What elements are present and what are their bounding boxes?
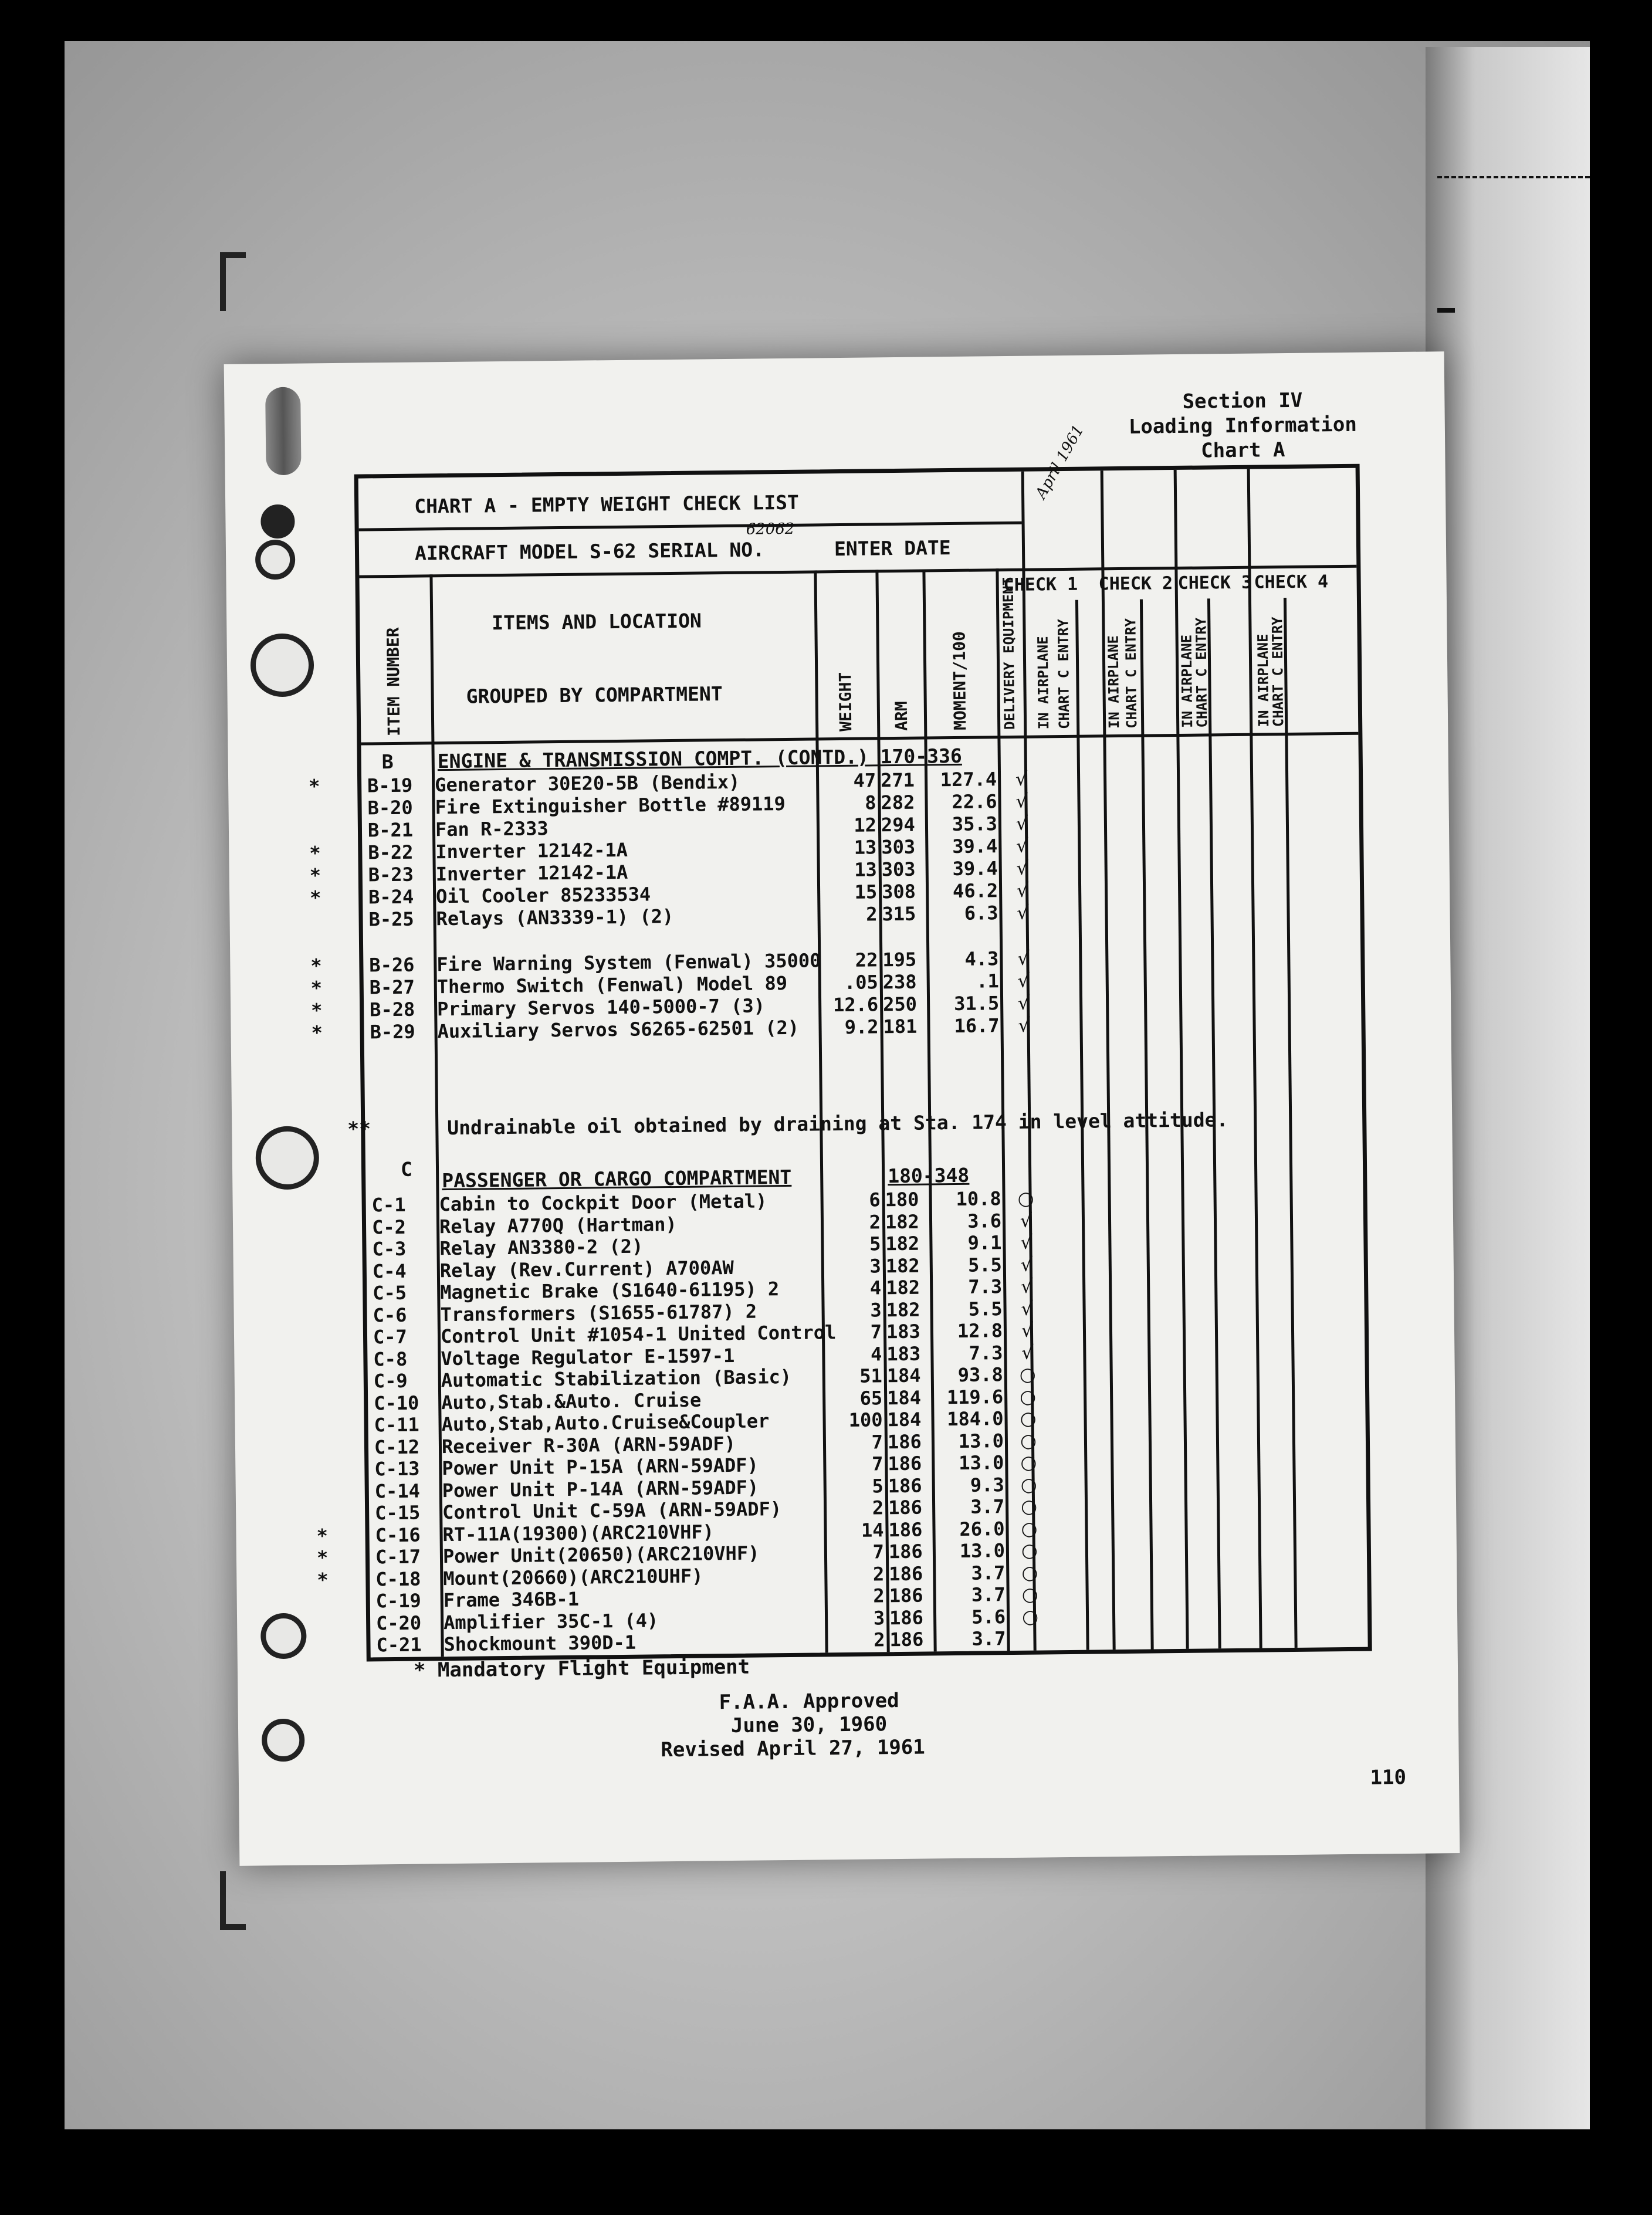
item-weight: 2 [872,1496,884,1519]
section-b-heading: ENGINE & TRANSMISSION COMPT. (CONTD.) 170-336 [437,744,962,773]
item-moment: 127.4 [940,768,997,791]
item-arm: 180 [885,1188,919,1211]
item-weight: 6 [869,1188,881,1211]
item-weight: 7 [871,1452,883,1475]
punch-hole [260,1613,307,1659]
mandatory-note: * Mandatory Flight Equipment [413,1655,750,1682]
section-chart-label: Chart A [1200,438,1285,463]
aircraft-model-label: AIRCRAFT MODEL S-62 SERIAL NO. [414,538,765,565]
check-mark: ○ [1020,1407,1037,1430]
check-mark: ○ [1019,1385,1037,1408]
item-arm: 184 [887,1408,922,1431]
dashed-mark [1437,176,1590,178]
item-moment: 119.6 [946,1385,1004,1408]
chart-c-heading: CHART C ENTRY [1122,618,1140,729]
item-arm: 182 [886,1298,920,1321]
item-number: C-13 [374,1457,420,1481]
item-weight: 12.6 [832,993,879,1017]
item-number: C-9 [373,1369,408,1393]
item-moment: 7.3 [969,1341,1003,1364]
check-mark: ○ [1021,1605,1039,1628]
item-description: Generator 30E20-5B (Bendix) [434,770,740,797]
check-3-header: CHECK 3 [1177,572,1252,594]
item-weight: 7 [871,1430,883,1453]
undrainable-mark: ** [347,1117,371,1140]
item-arm: 186 [889,1584,923,1607]
item-arm: 186 [888,1518,923,1541]
check-mark: √ [1021,1341,1034,1364]
item-arm: 308 [881,880,916,903]
check-mark: √ [1021,1319,1034,1342]
item-arm: 186 [889,1562,923,1585]
item-arm: 186 [889,1628,924,1651]
item-number: C-16 [375,1523,421,1546]
mandatory-star: * [309,886,321,909]
chart-c-heading: CHART C ENTRY [1193,617,1211,728]
check-4-header: CHECK 4 [1254,571,1329,593]
item-arm: 186 [888,1540,923,1563]
moment-heading: MOMENT/100 [949,631,970,731]
item-number: B-23 [368,863,414,886]
item-moment: 3.7 [971,1561,1006,1584]
check-mark: √ [1015,812,1028,835]
item-moment: 6.3 [964,902,998,924]
item-moment: 10.8 [956,1187,1001,1210]
item-weight: .05 [844,971,878,994]
item-description: Frame 346B-1 [443,1587,580,1612]
check-mark: √ [1020,1231,1032,1254]
binder-clip [265,387,302,476]
mandatory-star: * [316,1546,329,1569]
item-moment: 35.3 [952,812,998,836]
item-description: Oil Cooler 85233534 [435,883,651,908]
item-moment: 16.7 [954,1014,1000,1037]
item-arm: 271 [880,768,915,792]
item-moment: 7.3 [968,1275,1003,1298]
item-moment: 39.4 [952,835,998,858]
item-description: Mount(20660)(ARC210UHF) [443,1564,703,1590]
item-number: B-26 [369,953,415,977]
item-weight: 14 [861,1518,884,1542]
item-description: Power Unit(20650)(ARC210VHF) [442,1542,760,1568]
arm-heading: ARM [891,701,912,731]
delivery-heading: DELIVERY EQUIPMENT [1000,577,1018,730]
punch-hole [255,1126,319,1190]
item-weight: 13 [854,858,877,881]
item-arm: 282 [881,791,915,814]
item-description: Automatic Stabilization (Basic) [441,1365,792,1392]
mandatory-star: * [310,977,323,1000]
item-number: B-24 [368,885,414,909]
chart-c-heading: CHART C ENTRY [1269,617,1287,727]
check-mark: ○ [1021,1539,1038,1562]
item-description: Power Unit P-15A (ARN-59ADF) [442,1454,759,1480]
check-mark: ○ [1020,1429,1037,1452]
check-mark: √ [1017,947,1030,970]
item-arm: 184 [886,1386,922,1409]
item-moment: 93.8 [957,1363,1003,1386]
in-airplane-heading: IN AIRPLANE [1105,635,1123,729]
revised-date: Revised April 27, 1961 [661,1735,925,1762]
item-description: Inverter 12142-1A [435,861,628,886]
item-description: Relay AN3380-2 (2) [439,1235,644,1260]
item-weight: 3 [869,1254,882,1278]
item-description: Relays (AN3339-1) (2) [436,905,674,930]
item-description: Voltage Regulator E-1597-1 [441,1344,735,1370]
item-number: C-19 [375,1589,422,1613]
item-moment: 3.6 [967,1209,1002,1232]
item-moment: 3.7 [971,1627,1006,1650]
item-number: C-15 [374,1501,421,1525]
punch-hole [260,504,295,539]
item-description: Fire Extinguisher Bottle #89119 [435,792,786,819]
check-mark: ○ [1017,1187,1034,1210]
item-moment: 5.5 [968,1297,1003,1320]
item-moment: .1 [976,970,999,993]
item-moment: 13.0 [958,1429,1004,1452]
item-number: B-20 [367,796,413,819]
item-number: C-20 [375,1611,422,1634]
item-number: C-18 [375,1567,421,1590]
mandatory-star: * [311,1021,323,1044]
item-weight: 51 [859,1364,882,1387]
item-arm: 184 [886,1364,921,1387]
item-weight: 65 [859,1386,883,1410]
item-weight: 8 [865,791,876,814]
item-number: C-8 [373,1347,408,1370]
item-weight: 2 [873,1584,885,1607]
check-mark: √ [1016,856,1029,879]
item-moment: 9.1 [967,1231,1002,1254]
crop-bracket-bottom [220,1871,246,1930]
item-weight: 12 [854,814,877,836]
item-arm: 238 [882,970,917,994]
item-weight: 15 [854,880,878,903]
item-arm: 186 [888,1452,922,1475]
check-mark: ○ [1020,1495,1038,1518]
item-weight: 100 [848,1408,883,1431]
item-arm: 183 [886,1320,920,1343]
section-c-code: C [400,1157,413,1181]
item-arm: 181 [883,1015,918,1038]
item-arm: 182 [886,1276,920,1299]
item-description: Shockmount 390D-1 [444,1631,637,1656]
check-mark: ○ [1021,1583,1038,1606]
check-mark: √ [1021,1297,1033,1320]
item-number: B-28 [369,998,415,1021]
item-number: C-12 [374,1435,420,1458]
item-weight: 5 [869,1232,881,1255]
check-mark: ○ [1021,1561,1038,1584]
item-number: C-17 [375,1545,421,1569]
section-b-code: B [381,750,394,774]
check-mark: √ [1015,834,1028,857]
mandatory-star: * [317,1568,329,1591]
chart-title: CHART A - EMPTY WEIGHT CHECK LIST [414,490,800,518]
page-number: 110 [1370,1765,1407,1790]
item-number: C-5 [373,1281,407,1305]
item-number: B-21 [367,818,414,842]
in-airplane-heading: IN AIRPLANE [1178,634,1196,728]
item-arm: 182 [885,1210,920,1233]
check-mark: √ [1016,879,1029,902]
item-moment: 12.8 [957,1319,1003,1342]
item-moment: 22.6 [952,790,997,814]
item-weight: 4 [870,1342,882,1366]
item-arm: 294 [881,813,915,836]
undrainable-note: Undrainable oil obtained by draining at Sta. 174 in level attitude. [447,1108,1228,1140]
item-weight: 2 [872,1562,885,1585]
item-description: Magnetic Brake (S1640-61195) 2 [440,1278,780,1304]
item-description: Relay (Rev.Current) A700AW [439,1256,734,1282]
rule [359,521,1022,531]
faa-approved: F.A.A. Approved [719,1689,899,1715]
item-weight: 22 [855,949,878,971]
item-number: B-27 [369,976,415,999]
item-weight: 5 [872,1474,883,1497]
item-moment: 3.7 [970,1495,1005,1518]
mandatory-star: * [316,1524,329,1547]
item-arm: 315 [882,902,916,926]
check-mark: √ [1020,1253,1033,1276]
section-c-range: 180-348 [888,1163,970,1188]
item-number: B-22 [368,841,414,864]
item-arm: 303 [881,835,916,859]
item-moment: 13.0 [959,1451,1004,1474]
item-description: Control Unit #1054-1 United Control [440,1321,837,1348]
check-mark: ○ [1020,1473,1037,1496]
chart-c-heading: CHART C ENTRY [1055,619,1073,730]
item-description: Power Unit P-14A (ARN-59ADF) [442,1476,759,1502]
item-number: B-29 [370,1020,415,1044]
item-number: C-10 [374,1391,419,1414]
item-arm: 250 [882,993,918,1016]
item-moment: 184.0 [947,1407,1004,1431]
handwritten-date: April 1961 [1032,422,1088,502]
item-description: Receiver R-30A (ARN-59ADF) [441,1432,736,1458]
item-number-heading: ITEM NUMBER [383,627,404,737]
item-number: C-3 [372,1237,407,1261]
check-mark: √ [1017,991,1030,1014]
item-description: Amplifier 35C-1 (4) [443,1608,659,1634]
item-description: Primary Servos 140-5000-7 (3) [436,994,766,1021]
item-description: Auto,Stab,Auto.Cruise&Coupler [441,1410,770,1436]
item-description: RT-11A(19300)(ARC210VHF) [442,1520,715,1546]
item-moment: 9.3 [970,1473,1004,1496]
approval-date: June 30, 1960 [730,1712,888,1738]
item-description: Thermo Switch (Fenwal) Model 89 [436,971,788,998]
item-moment: 3.7 [971,1583,1006,1606]
check-2-header: CHECK 2 [1098,573,1173,595]
mandatory-star: * [308,775,320,798]
item-moment: 31.5 [953,992,1000,1015]
handwritten-serial: 62062 [746,520,795,538]
mandatory-star: * [310,954,322,977]
item-number: C-2 [371,1215,407,1238]
check-mark: √ [1018,1014,1030,1037]
punch-hole [250,633,314,697]
item-description: Inverter 12142-1A [435,838,628,863]
document-page [224,351,1460,1866]
items-location-heading: ITEMS AND LOCATION [492,609,702,635]
mandatory-star: * [309,842,321,865]
item-moment: 39.4 [952,857,998,880]
item-moment: 4.3 [964,947,999,970]
item-weight: 2 [866,903,878,926]
check-mark: ○ [1020,1451,1037,1474]
item-number: C-21 [376,1633,422,1657]
item-description: Auto,Stab.&Auto. Cruise [441,1388,702,1414]
mandatory-star: * [309,864,321,887]
check-mark: √ [1020,1209,1032,1232]
item-number: C-4 [372,1259,407,1282]
check-mark: √ [1017,969,1030,992]
item-weight: 2 [874,1628,885,1651]
item-description: Control Unit C-59A (ARN-59ADF) [442,1498,782,1524]
item-number: C-6 [373,1303,407,1326]
item-description: Fan R-2333 [435,817,549,841]
in-airplane-heading: IN AIRPLANE [1034,636,1052,730]
item-weight: 3 [870,1298,882,1322]
item-moment: 5.5 [967,1253,1002,1276]
item-weight: 9.2 [844,1015,879,1038]
item-arm: 182 [885,1254,920,1277]
grouped-heading: GROUPED BY COMPARTMENT [466,682,723,708]
in-airplane-heading: IN AIRPLANE [1254,634,1272,727]
section-c-heading: PASSENGER OR CARGO COMPARTMENT [442,1165,792,1193]
item-moment: 26.0 [959,1517,1005,1540]
punch-hole [262,1719,305,1762]
item-moment: 5.6 [971,1605,1006,1628]
item-arm: 195 [882,948,917,971]
item-arm: 186 [887,1430,922,1453]
item-number: B-25 [368,907,414,931]
item-description: Transformers (S1655-61787) 2 [440,1300,757,1326]
item-number: C-11 [374,1413,419,1437]
item-description: Fire Warning System (Fenwal) 35000 [436,949,821,976]
section-title: Section IV [1182,388,1303,414]
item-description: Auxiliary Servos S6265-62501 (2) [437,1016,800,1043]
item-weight: 13 [854,836,877,859]
item-description: Relay A770Q (Hartman) [439,1213,677,1238]
item-description: Cabin to Cockpit Door (Metal) [439,1190,767,1216]
item-weight: 2 [869,1210,881,1234]
item-arm: 183 [886,1342,921,1365]
weight-heading: WEIGHT [835,672,856,732]
item-arm: 303 [881,858,916,881]
item-arm: 182 [885,1232,920,1255]
item-number: C-1 [371,1193,406,1217]
check-mark: ○ [1021,1517,1038,1540]
item-moment: 13.0 [959,1539,1006,1562]
arrow-mark [1437,308,1455,313]
item-weight: 7 [872,1540,885,1563]
check-1-header: CHECK 1 [1003,574,1078,596]
item-weight: 7 [870,1320,882,1343]
enter-date-label: ENTER DATE [834,536,951,561]
item-number: C-7 [373,1325,408,1349]
check-mark: √ [1015,767,1028,790]
item-number: C-14 [374,1479,421,1502]
item-arm: 186 [888,1496,923,1519]
item-moment: 46.2 [952,879,998,902]
check-mark: √ [1017,901,1029,924]
item-weight: 4 [869,1276,882,1299]
section-header [1128,388,1357,464]
item-weight: 47 [853,769,876,792]
check-mark: √ [1020,1275,1033,1298]
item-number: B-19 [367,774,413,797]
check-mark: ○ [1019,1363,1036,1386]
item-arm: 186 [889,1606,924,1629]
item-arm: 186 [888,1474,922,1497]
check-mark: √ [1015,790,1028,812]
punch-hole [255,540,296,580]
mandatory-star: * [310,999,323,1022]
section-subtitle: Loading Information [1128,412,1358,439]
crop-bracket-top [220,252,246,311]
item-weight: 3 [873,1606,885,1629]
